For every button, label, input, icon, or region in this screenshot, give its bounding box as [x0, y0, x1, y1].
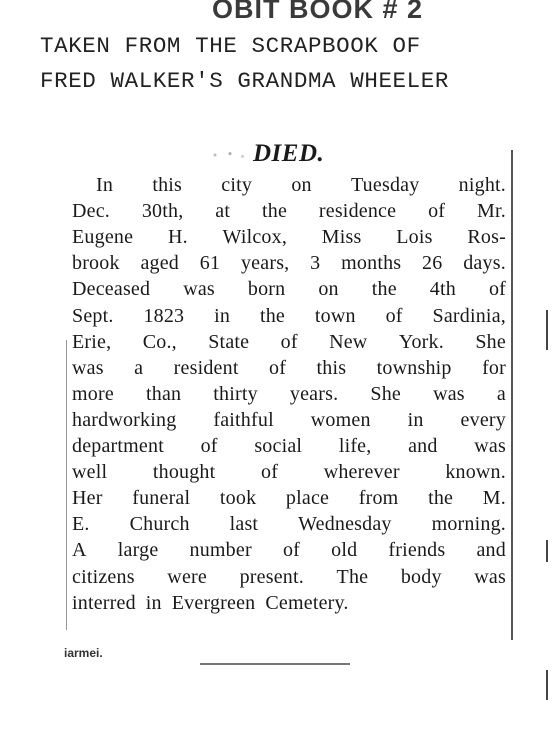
clipping-word: morning.: [431, 513, 506, 536]
clipping-word: born: [247, 278, 286, 301]
clipping-word: in: [407, 408, 424, 431]
clipping-word: Sardinia,: [432, 304, 506, 327]
clipping-word: was: [72, 356, 104, 379]
clipping-word: the: [261, 200, 288, 223]
clipping-word: of: [282, 539, 300, 562]
clipping-word: 4th: [429, 278, 456, 301]
clipping-right-edge: [511, 150, 513, 640]
clipping-word: Lois: [396, 226, 433, 249]
clipping-word: in: [145, 591, 162, 614]
clipping-word: Eugene: [72, 226, 134, 249]
clipping-word: H.: [167, 226, 188, 249]
clipping-word: of: [200, 435, 218, 457]
clipping-word: a: [496, 382, 506, 405]
clipping-bottom-rule: [200, 663, 350, 665]
margin-specks: [546, 310, 548, 710]
clipping-word: were: [167, 565, 207, 588]
clipping-word: Sept.: [72, 304, 114, 327]
clipping-line: [72, 200, 506, 223]
clipping-word: Tuesday: [350, 174, 420, 196]
clipping-word: years,: [240, 252, 290, 275]
clipping-word: In: [96, 174, 114, 196]
clipping-word: days.: [463, 252, 506, 275]
clipping-word: Her: [72, 487, 103, 510]
clipping-line: [72, 305, 506, 328]
clipping-word: the: [259, 304, 286, 327]
clipping-word: Mr.: [476, 200, 506, 223]
clipping-word: 3: [310, 252, 321, 275]
clipping-word: of: [428, 200, 446, 223]
clipping-line: [72, 539, 506, 562]
clipping-word: was: [433, 382, 465, 405]
clipping-word: present.: [239, 565, 304, 588]
clipping-word: 61: [199, 252, 221, 275]
clipping-word: hardworking: [72, 408, 177, 431]
clipping-word: wherever: [323, 461, 400, 484]
clipping-line: [72, 331, 506, 354]
clipping-line: [72, 487, 506, 510]
clipping-word: Deceased: [72, 278, 151, 301]
clipping-word: The: [336, 565, 369, 588]
clipping-word: Wilcox,: [222, 226, 288, 249]
clipping-word: more: [72, 382, 114, 405]
clipping-line: [72, 252, 506, 275]
clipping-word: every: [460, 408, 506, 431]
clipping-word: the: [371, 278, 397, 301]
clipping-word: years.: [289, 382, 339, 405]
clipping-word: interred: [72, 591, 136, 614]
clipping-word: A: [72, 539, 87, 562]
clipping-word: of: [488, 278, 506, 301]
clipping-word: faithful: [213, 408, 274, 431]
clipping-word: York.: [398, 330, 444, 353]
clipping-line: [72, 357, 506, 380]
clipping-word: large: [117, 539, 159, 562]
cutoff-previous-text: iarmei.: [64, 646, 103, 660]
clipping-line: [72, 461, 506, 484]
clipping-line: [72, 435, 506, 458]
clipping-word: of: [280, 330, 298, 353]
clipping-word: 26: [422, 252, 443, 275]
clipping-word: women: [310, 408, 371, 431]
clipping-word: Evergreen: [171, 591, 256, 614]
clipping-line: [96, 174, 506, 197]
clipping-heading: DIED.: [253, 140, 325, 167]
clipping-word: Co.,: [142, 330, 177, 353]
clipping-word: months: [341, 252, 402, 275]
clipping-word: last: [229, 513, 259, 536]
clipping-word: Miss: [321, 226, 362, 249]
clipping-word: Wednesday: [298, 513, 392, 536]
clipping-line: [72, 513, 506, 536]
clipping-word: friends: [388, 539, 446, 562]
clipping-word: New: [329, 330, 368, 353]
clipping-word: of: [269, 356, 287, 379]
clipping-word: Cemetery.: [265, 591, 349, 614]
typed-note-line-1: TAKEN FROM THE SCRAPBOOK OF: [40, 33, 421, 59]
clipping-word: thirty: [213, 382, 258, 405]
clipping-left-edge: [66, 340, 67, 630]
clipping-word: M.: [482, 487, 506, 510]
clipping-word: took: [219, 487, 257, 510]
clipping-line: [72, 409, 506, 432]
clipping-word: for: [482, 356, 506, 379]
clipping-word: town: [314, 304, 356, 327]
clipping-word: Church: [129, 513, 190, 536]
clipping-word: E.: [72, 513, 90, 536]
clipping-word: and: [408, 435, 438, 457]
clipping-word: thought: [152, 461, 216, 484]
clipping-word: of: [385, 304, 403, 327]
typed-note-line-2: FRED WALKER'S GRANDMA WHEELER: [40, 68, 449, 94]
clipping-word: on: [318, 278, 339, 301]
clipping-word: Erie,: [72, 330, 112, 353]
clipping-word: citizens: [72, 565, 135, 588]
clipping-word: brook: [72, 252, 120, 275]
clipping-word: well: [72, 461, 108, 484]
clipping-word: Ros-: [467, 226, 506, 249]
clipping-word: place: [285, 487, 330, 510]
print-speckle: [200, 148, 250, 162]
clipping-word: funeral: [132, 487, 191, 510]
clipping-word: at: [215, 200, 231, 223]
clipping-word: this: [152, 174, 183, 196]
clipping-word: in: [214, 304, 231, 327]
clipping-word: from: [358, 487, 399, 510]
clipping-word: was: [183, 278, 215, 301]
clipping-word: than: [145, 382, 182, 405]
clipping-word: city: [221, 174, 253, 196]
clipping-word: resident: [173, 356, 239, 379]
clipping-word: a: [134, 356, 144, 379]
clipping-word: known.: [445, 461, 506, 484]
clipping-word: this: [316, 356, 347, 379]
clipping-word: She: [475, 330, 506, 353]
clipping-word: the: [428, 487, 454, 510]
clipping-word: 30th,: [141, 200, 184, 223]
clipping-word: State: [208, 330, 250, 353]
clipping-line: [72, 278, 506, 301]
clipping-word: number: [189, 539, 252, 562]
clipping-word: She: [370, 382, 401, 405]
clipping-word: on: [291, 174, 312, 196]
clipping-word: township: [376, 356, 452, 379]
clipping-line: [72, 592, 506, 615]
clipping-word: social: [254, 435, 303, 457]
clipping-word: aged: [140, 252, 180, 275]
clipping-word: and: [476, 539, 506, 562]
clipping-word: residence: [318, 200, 397, 223]
clipping-word: 1823: [143, 304, 185, 327]
clipping-word: of: [261, 461, 279, 484]
clipping-word: was: [474, 435, 506, 457]
clipping-word: was: [474, 565, 506, 588]
clipping-word: body: [400, 565, 442, 588]
clipping-word: old: [331, 539, 358, 562]
obit-book-stamp: OBIT BOOK # 2: [212, 0, 424, 24]
clipping-line: [72, 383, 506, 406]
clipping-word: department: [72, 435, 164, 457]
clipping-line: [72, 566, 506, 589]
clipping-word: Dec.: [72, 200, 110, 223]
clipping-line: [72, 226, 506, 249]
clipping-word: life,: [338, 435, 372, 457]
clipping-word: night.: [458, 174, 506, 196]
